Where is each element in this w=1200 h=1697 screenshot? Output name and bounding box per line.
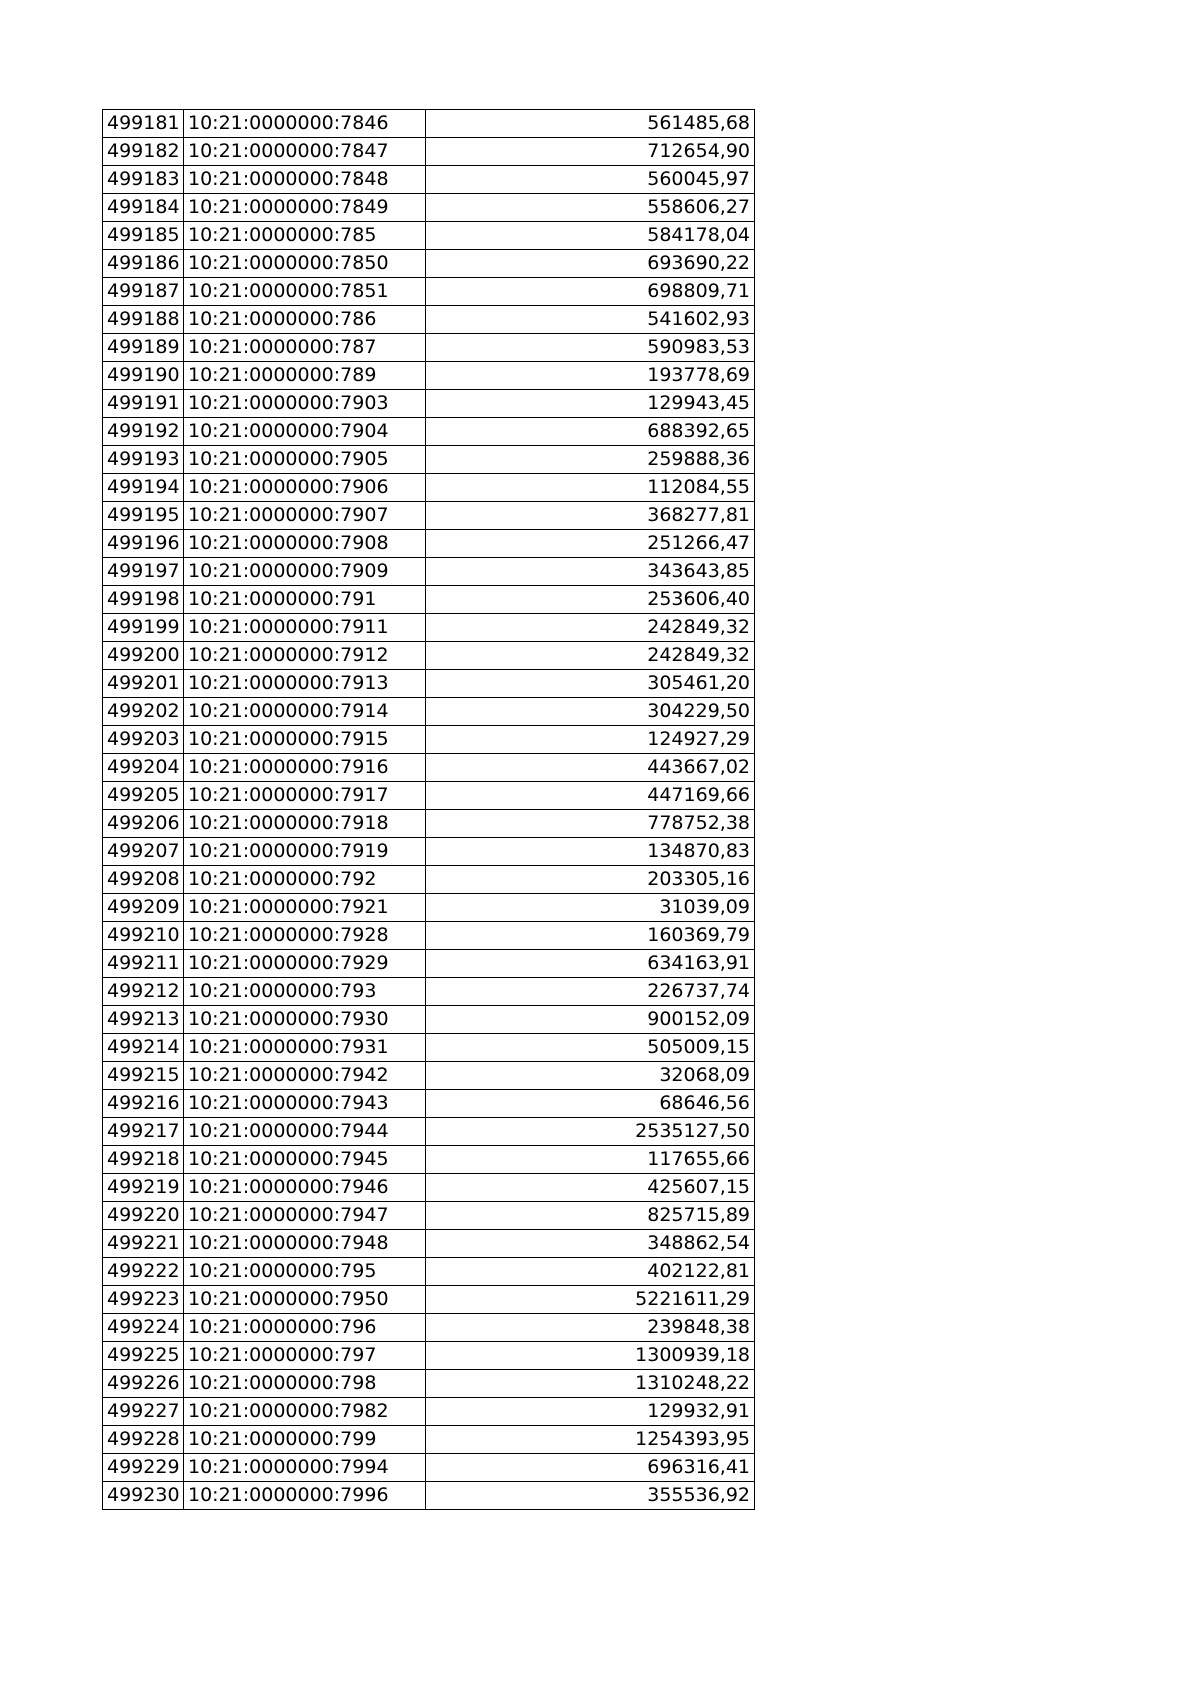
cadastral-number-cell: 10:21:0000000:7994	[184, 1454, 426, 1482]
row-index-cell: 499210	[103, 922, 184, 950]
cadastral-number-cell: 10:21:0000000:793	[184, 978, 426, 1006]
row-index-cell: 499208	[103, 866, 184, 894]
table-row	[103, 110, 755, 138]
cadastral-number-cell: 10:21:0000000:7849	[184, 194, 426, 222]
cadastral-number-cell: 10:21:0000000:7907	[184, 502, 426, 530]
cadastral-value-cell: 129932,91	[426, 1398, 755, 1426]
row-index-cell: 499229	[103, 1454, 184, 1482]
row-index-cell: 499211	[103, 950, 184, 978]
table-row	[103, 782, 755, 810]
row-index-cell: 499206	[103, 810, 184, 838]
table-row	[103, 166, 755, 194]
table-row	[103, 1426, 755, 1454]
table-row	[103, 278, 755, 306]
table-row	[103, 1286, 755, 1314]
row-index-cell: 499230	[103, 1482, 184, 1510]
table-row	[103, 530, 755, 558]
row-index-cell: 499215	[103, 1062, 184, 1090]
cadastral-value-cell: 1300939,18	[426, 1342, 755, 1370]
table-row	[103, 334, 755, 362]
cadastral-value-cell: 447169,66	[426, 782, 755, 810]
cadastral-number-cell: 10:21:0000000:7946	[184, 1174, 426, 1202]
row-index-cell: 499192	[103, 418, 184, 446]
cadastral-number-cell: 10:21:0000000:799	[184, 1426, 426, 1454]
table-row	[103, 1118, 755, 1146]
table-row	[103, 306, 755, 334]
cadastral-number-cell: 10:21:0000000:7996	[184, 1482, 426, 1510]
table-row	[103, 1370, 755, 1398]
cadastral-value-table	[102, 109, 755, 1510]
cadastral-number-cell: 10:21:0000000:7847	[184, 138, 426, 166]
table-body	[103, 110, 755, 1510]
cadastral-value-cell: 226737,74	[426, 978, 755, 1006]
row-index-cell: 499184	[103, 194, 184, 222]
cadastral-number-cell: 10:21:0000000:7906	[184, 474, 426, 502]
row-index-cell: 499181	[103, 110, 184, 138]
cadastral-number-cell: 10:21:0000000:7942	[184, 1062, 426, 1090]
cadastral-number-cell: 10:21:0000000:7947	[184, 1202, 426, 1230]
cadastral-value-cell: 712654,90	[426, 138, 755, 166]
cadastral-value-cell: 693690,22	[426, 250, 755, 278]
row-index-cell: 499224	[103, 1314, 184, 1342]
table-row	[103, 250, 755, 278]
cadastral-number-cell: 10:21:0000000:7929	[184, 950, 426, 978]
cadastral-value-cell: 32068,09	[426, 1062, 755, 1090]
cadastral-value-cell: 112084,55	[426, 474, 755, 502]
cadastral-number-cell: 10:21:0000000:792	[184, 866, 426, 894]
table-row	[103, 194, 755, 222]
cadastral-value-cell: 253606,40	[426, 586, 755, 614]
table-row	[103, 474, 755, 502]
row-index-cell: 499197	[103, 558, 184, 586]
row-index-cell: 499182	[103, 138, 184, 166]
cadastral-value-cell: 129943,45	[426, 390, 755, 418]
cadastral-number-cell: 10:21:0000000:7945	[184, 1146, 426, 1174]
row-index-cell: 499218	[103, 1146, 184, 1174]
row-index-cell: 499196	[103, 530, 184, 558]
cadastral-number-cell: 10:21:0000000:7943	[184, 1090, 426, 1118]
row-index-cell: 499198	[103, 586, 184, 614]
cadastral-value-cell: 698809,71	[426, 278, 755, 306]
cadastral-number-cell: 10:21:0000000:7848	[184, 166, 426, 194]
cadastral-number-cell: 10:21:0000000:7931	[184, 1034, 426, 1062]
cadastral-number-cell: 10:21:0000000:797	[184, 1342, 426, 1370]
row-index-cell: 499209	[103, 894, 184, 922]
row-index-cell: 499225	[103, 1342, 184, 1370]
cadastral-number-cell: 10:21:0000000:7908	[184, 530, 426, 558]
cadastral-number-cell: 10:21:0000000:7909	[184, 558, 426, 586]
row-index-cell: 499214	[103, 1034, 184, 1062]
cadastral-number-cell: 10:21:0000000:7930	[184, 1006, 426, 1034]
table-row	[103, 1342, 755, 1370]
cadastral-number-cell: 10:21:0000000:7912	[184, 642, 426, 670]
cadastral-value-cell: 696316,41	[426, 1454, 755, 1482]
row-index-cell: 499222	[103, 1258, 184, 1286]
row-index-cell: 499207	[103, 838, 184, 866]
row-index-cell: 499226	[103, 1370, 184, 1398]
table-row	[103, 418, 755, 446]
cadastral-value-cell: 193778,69	[426, 362, 755, 390]
cadastral-number-cell: 10:21:0000000:7918	[184, 810, 426, 838]
table-row	[103, 950, 755, 978]
cadastral-value-cell: 5221611,29	[426, 1286, 755, 1314]
cadastral-value-cell: 425607,15	[426, 1174, 755, 1202]
cadastral-value-cell: 117655,66	[426, 1146, 755, 1174]
cadastral-value-cell: 304229,50	[426, 698, 755, 726]
cadastral-value-cell: 560045,97	[426, 166, 755, 194]
row-index-cell: 499195	[103, 502, 184, 530]
cadastral-value-cell: 443667,02	[426, 754, 755, 782]
row-index-cell: 499203	[103, 726, 184, 754]
cadastral-value-cell: 203305,16	[426, 866, 755, 894]
cadastral-number-cell: 10:21:0000000:7905	[184, 446, 426, 474]
table-row	[103, 1314, 755, 1342]
cadastral-value-cell: 541602,93	[426, 306, 755, 334]
cadastral-value-cell: 259888,36	[426, 446, 755, 474]
row-index-cell: 499187	[103, 278, 184, 306]
cadastral-number-cell: 10:21:0000000:7928	[184, 922, 426, 950]
cadastral-number-cell: 10:21:0000000:7914	[184, 698, 426, 726]
cadastral-number-cell: 10:21:0000000:7915	[184, 726, 426, 754]
row-index-cell: 499189	[103, 334, 184, 362]
row-index-cell: 499217	[103, 1118, 184, 1146]
cadastral-number-cell: 10:21:0000000:787	[184, 334, 426, 362]
row-index-cell: 499204	[103, 754, 184, 782]
table-row	[103, 558, 755, 586]
table-row	[103, 642, 755, 670]
table-row	[103, 1454, 755, 1482]
cadastral-number-cell: 10:21:0000000:7916	[184, 754, 426, 782]
table-row	[103, 670, 755, 698]
cadastral-number-cell: 10:21:0000000:7917	[184, 782, 426, 810]
cadastral-value-cell: 134870,83	[426, 838, 755, 866]
cadastral-value-cell: 1254393,95	[426, 1426, 755, 1454]
row-index-cell: 499228	[103, 1426, 184, 1454]
cadastral-value-cell: 31039,09	[426, 894, 755, 922]
table-row	[103, 1090, 755, 1118]
cadastral-number-cell: 10:21:0000000:789	[184, 362, 426, 390]
row-index-cell: 499219	[103, 1174, 184, 1202]
cadastral-value-cell: 561485,68	[426, 110, 755, 138]
cadastral-number-cell: 10:21:0000000:791	[184, 586, 426, 614]
cadastral-value-cell: 590983,53	[426, 334, 755, 362]
cadastral-value-cell: 1310248,22	[426, 1370, 755, 1398]
cadastral-value-cell: 242849,32	[426, 642, 755, 670]
table-row	[103, 1230, 755, 1258]
table-row	[103, 390, 755, 418]
table-row	[103, 1146, 755, 1174]
table-row	[103, 754, 755, 782]
cadastral-number-cell: 10:21:0000000:785	[184, 222, 426, 250]
cadastral-value-cell: 305461,20	[426, 670, 755, 698]
cadastral-number-cell: 10:21:0000000:7944	[184, 1118, 426, 1146]
cadastral-value-cell: 251266,47	[426, 530, 755, 558]
table-row	[103, 810, 755, 838]
cadastral-value-cell: 688392,65	[426, 418, 755, 446]
row-index-cell: 499190	[103, 362, 184, 390]
table-row	[103, 502, 755, 530]
row-index-cell: 499221	[103, 1230, 184, 1258]
cadastral-value-cell: 368277,81	[426, 502, 755, 530]
cadastral-number-cell: 10:21:0000000:7851	[184, 278, 426, 306]
cadastral-value-cell: 242849,32	[426, 614, 755, 642]
cadastral-value-cell: 348862,54	[426, 1230, 755, 1258]
cadastral-value-cell: 343643,85	[426, 558, 755, 586]
cadastral-number-cell: 10:21:0000000:7903	[184, 390, 426, 418]
cadastral-number-cell: 10:21:0000000:7911	[184, 614, 426, 642]
row-index-cell: 499223	[103, 1286, 184, 1314]
table-row	[103, 866, 755, 894]
cadastral-number-cell: 10:21:0000000:7948	[184, 1230, 426, 1258]
cadastral-value-cell: 584178,04	[426, 222, 755, 250]
table-row	[103, 138, 755, 166]
cadastral-value-cell: 505009,15	[426, 1034, 755, 1062]
cadastral-value-cell: 2535127,50	[426, 1118, 755, 1146]
cadastral-number-cell: 10:21:0000000:786	[184, 306, 426, 334]
cadastral-number-cell: 10:21:0000000:795	[184, 1258, 426, 1286]
table-row	[103, 1062, 755, 1090]
table-row	[103, 222, 755, 250]
table-row	[103, 362, 755, 390]
table-row	[103, 838, 755, 866]
cadastral-value-cell: 239848,38	[426, 1314, 755, 1342]
cadastral-number-cell: 10:21:0000000:7921	[184, 894, 426, 922]
cadastral-value-cell: 634163,91	[426, 950, 755, 978]
row-index-cell: 499191	[103, 390, 184, 418]
table-row	[103, 1258, 755, 1286]
row-index-cell: 499183	[103, 166, 184, 194]
cadastral-value-cell: 402122,81	[426, 1258, 755, 1286]
table-row	[103, 1034, 755, 1062]
table-row	[103, 1174, 755, 1202]
table-row	[103, 614, 755, 642]
table-row	[103, 894, 755, 922]
row-index-cell: 499216	[103, 1090, 184, 1118]
cadastral-number-cell: 10:21:0000000:798	[184, 1370, 426, 1398]
cadastral-number-cell: 10:21:0000000:7846	[184, 110, 426, 138]
document-page	[102, 109, 755, 1510]
cadastral-value-cell: 124927,29	[426, 726, 755, 754]
cadastral-value-cell: 900152,09	[426, 1006, 755, 1034]
row-index-cell: 499193	[103, 446, 184, 474]
cadastral-number-cell: 10:21:0000000:796	[184, 1314, 426, 1342]
row-index-cell: 499227	[103, 1398, 184, 1426]
row-index-cell: 499200	[103, 642, 184, 670]
table-row	[103, 698, 755, 726]
row-index-cell: 499213	[103, 1006, 184, 1034]
cadastral-value-cell: 68646,56	[426, 1090, 755, 1118]
table-row	[103, 726, 755, 754]
table-row	[103, 586, 755, 614]
cadastral-number-cell: 10:21:0000000:7850	[184, 250, 426, 278]
table-row	[103, 1202, 755, 1230]
cadastral-number-cell: 10:21:0000000:7950	[184, 1286, 426, 1314]
table-row	[103, 1398, 755, 1426]
table-row	[103, 1006, 755, 1034]
cadastral-number-cell: 10:21:0000000:7913	[184, 670, 426, 698]
row-index-cell: 499205	[103, 782, 184, 810]
cadastral-number-cell: 10:21:0000000:7904	[184, 418, 426, 446]
row-index-cell: 499212	[103, 978, 184, 1006]
row-index-cell: 499220	[103, 1202, 184, 1230]
row-index-cell: 499188	[103, 306, 184, 334]
cadastral-value-cell: 778752,38	[426, 810, 755, 838]
row-index-cell: 499185	[103, 222, 184, 250]
cadastral-value-cell: 825715,89	[426, 1202, 755, 1230]
row-index-cell: 499199	[103, 614, 184, 642]
cadastral-number-cell: 10:21:0000000:7982	[184, 1398, 426, 1426]
table-row	[103, 922, 755, 950]
cadastral-value-cell: 558606,27	[426, 194, 755, 222]
row-index-cell: 499201	[103, 670, 184, 698]
cadastral-number-cell: 10:21:0000000:7919	[184, 838, 426, 866]
table-row	[103, 978, 755, 1006]
table-row	[103, 446, 755, 474]
cadastral-value-cell: 355536,92	[426, 1482, 755, 1510]
cadastral-value-cell: 160369,79	[426, 922, 755, 950]
row-index-cell: 499202	[103, 698, 184, 726]
row-index-cell: 499194	[103, 474, 184, 502]
row-index-cell: 499186	[103, 250, 184, 278]
table-row	[103, 1482, 755, 1510]
